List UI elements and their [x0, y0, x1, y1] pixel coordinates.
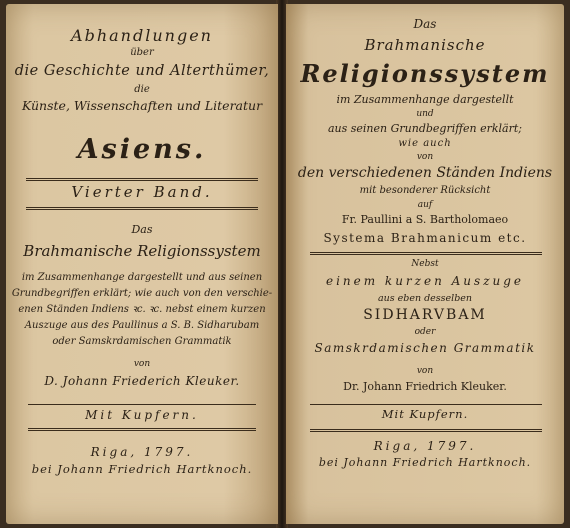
left-word-ueber: über	[130, 47, 154, 58]
right-publisher: bei Johann Friedrich Hartknoch.	[318, 456, 532, 469]
right-line-desselben: aus eben desselben	[377, 293, 473, 304]
right-line-staenden: den verschiedenen Ständen Indiens	[297, 165, 553, 181]
left-word-das: Das	[131, 223, 153, 236]
right-word-auf: auf	[417, 200, 433, 210]
right-place-year: Riga, 1797.	[373, 439, 477, 453]
right-rule-plates-bottom	[310, 429, 542, 432]
left-publisher: bei Johann Friedrich Hartknoch.	[31, 462, 253, 476]
right-word-von-1: von	[416, 152, 434, 162]
left-heading-abhandlungen: Abhandlungen	[71, 26, 213, 45]
left-rule-top	[26, 178, 258, 181]
left-word-von: von	[133, 359, 151, 369]
left-rule-bottom	[26, 207, 258, 210]
right-word-oder: oder	[414, 327, 436, 337]
left-rule-plates-top	[28, 404, 256, 405]
left-line-kuenste: Künste, Wissenschaften und Literatur	[21, 98, 263, 113]
right-rule-middle	[310, 252, 542, 255]
right-line-zusammenhange: im Zusammenhange dargestellt	[336, 93, 514, 106]
left-plates-label: Mit Kupfern.	[85, 408, 199, 422]
left-desc-line-5: oder Samskrdamischen Grammatik	[52, 336, 232, 347]
left-line-geschichte: die Geschichte und Alterthümer,	[14, 63, 270, 79]
left-title-asiens: Asiens.	[77, 134, 207, 165]
left-rule-plates-bottom	[28, 428, 256, 431]
right-word-das: Das	[413, 17, 437, 31]
right-word-und: und	[416, 109, 434, 119]
left-place-year: Riga, 1797.	[90, 445, 194, 459]
left-author: D. Johann Friederich Kleuker.	[44, 374, 240, 388]
right-line-systema: Systema Brahmanicum etc.	[323, 231, 527, 245]
right-plates-label: Mit Kupfern.	[381, 407, 469, 421]
right-title-religionssystem: Religionssystem	[300, 59, 550, 88]
left-desc-line-2: Grundbegriffen erklärt; wie auch von den verschie-	[11, 288, 273, 299]
right-author: Dr. Johann Friedrich Kleuker.	[343, 380, 507, 393]
left-volume-label: Vierter Band.	[71, 183, 213, 201]
right-word-von-2: von	[416, 366, 434, 376]
left-desc-line-1: im Zusammenhange dargestellt und aus seinen	[21, 272, 263, 283]
left-desc-line-4: Auszuge aus des Paullinus a S. B. Sidharubam	[24, 320, 260, 331]
right-line-brahmanische: Brahmanische	[364, 36, 486, 54]
right-line-grammatik: Samskrdamischen Grammatik	[314, 341, 536, 355]
left-subtitle: Brahmanische Religionssystem	[23, 242, 261, 260]
right-line-auszuge: einem kurzen Auszuge	[325, 274, 525, 288]
left-title-page	[6, 4, 278, 524]
right-line-paullini: Fr. Paullini a S. Bartholomaeo	[341, 213, 509, 226]
right-line-ruecksicht: mit besonderer Rücksicht	[359, 185, 491, 196]
left-word-die: die	[134, 84, 150, 95]
right-rule-plates-top	[310, 404, 542, 405]
right-title-page	[286, 4, 564, 524]
right-line-sidharvbam: SIDHARVBAM	[363, 307, 487, 323]
right-word-wie-auch: wie auch	[398, 138, 452, 149]
left-desc-line-3: enen Ständen Indiens ꝛc. ꝛc. nebst einem kurzen	[18, 304, 266, 315]
right-word-nebst: Nebst	[411, 259, 439, 269]
right-line-grundbegriffen: aus seinen Grundbegriffen erklärt;	[327, 122, 523, 135]
